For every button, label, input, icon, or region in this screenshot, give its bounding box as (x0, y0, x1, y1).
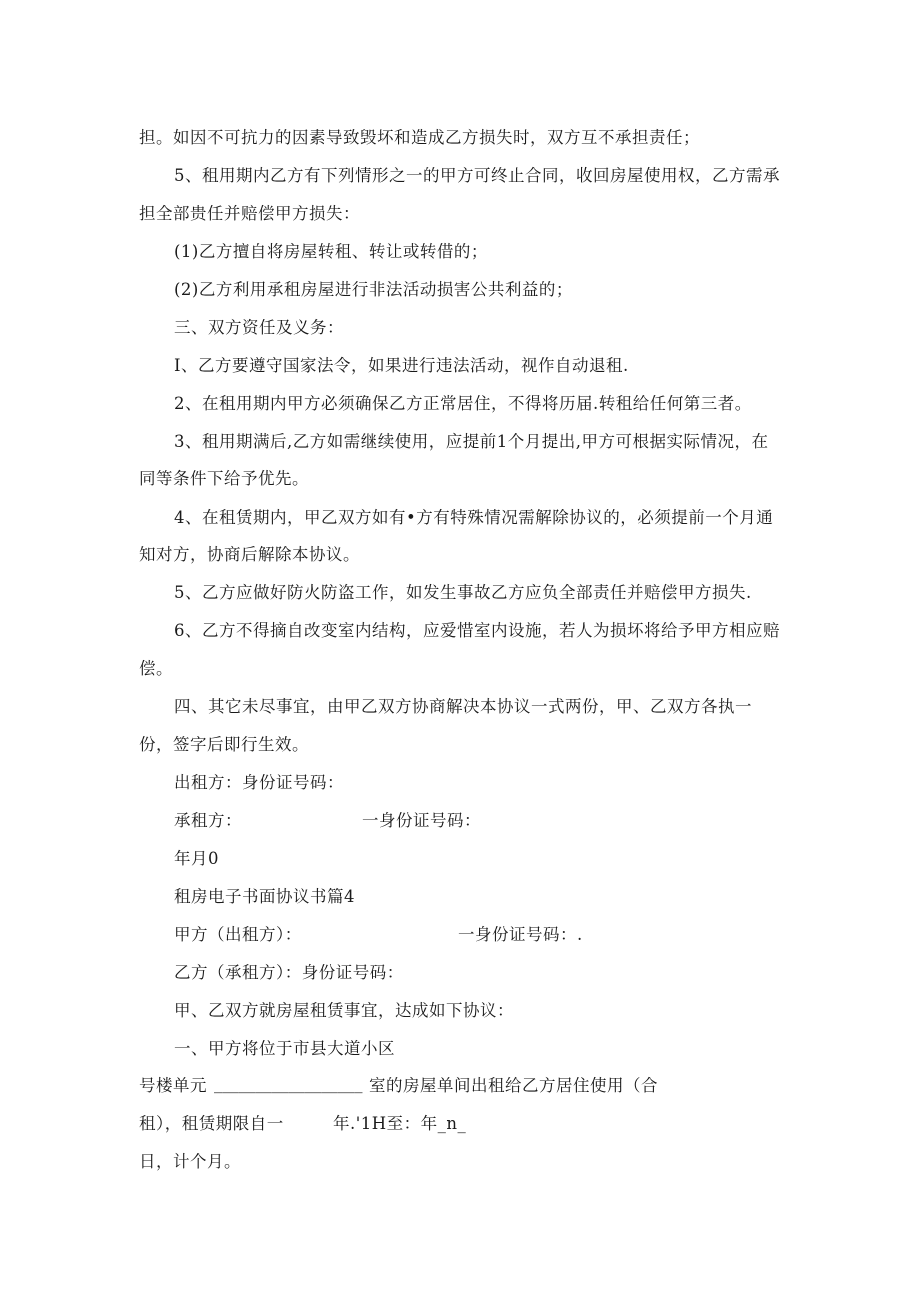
date-line: 年月0 (174, 849, 219, 868)
room-number-blank: __________________ (214, 1074, 363, 1093)
lease-term-line: 租），租赁期限自一 (139, 1114, 284, 1133)
section-heading: 三、双方资任及义务： (174, 318, 344, 337)
text-line: 偿。 (139, 659, 173, 678)
text-line: 5、乙方应做好防火防盗工作，如发生事故乙方应负全部责任并赔偿甲方损失. (174, 583, 752, 602)
party-a-id-label: 一身份证号码：. (458, 925, 583, 944)
text-line: 5、租用期内乙方有下列情形之一的甲方可终止合同，收回房屋使用权，乙方需承 (174, 166, 780, 185)
landlord-signature-line: 出租方：身份证号码： (174, 773, 344, 792)
tenant-id-label: 一身份证号码： (362, 811, 481, 830)
text-line: 2、在租用期内甲方必须确保乙方正常居住，不得将历届.转租给任何第三者。 (174, 394, 752, 413)
text-line: 4、在租赁期内，甲乙双方如有•方有特殊情况需解除协议的，必须提前一个月通 (174, 508, 774, 527)
party-a-label: 甲方（出租方）： (174, 925, 302, 944)
text-line: 室的房屋单间出租给乙方居住使用（合 (369, 1076, 658, 1095)
text-line: 甲、乙双方就房屋租赁事宜，达成如下协议： (174, 1001, 514, 1020)
text-line: I、乙方要遵守国家法令，如果进行违法活动，视作自动退租. (174, 356, 629, 375)
text-line: 日，计个月。 (139, 1152, 241, 1171)
text-line: 担全部贵任并赔偿甲方损失： (139, 204, 360, 223)
text-line: 同等条件下给予优先。 (139, 469, 309, 488)
party-b-line: 乙方（承租方）：身份证号码： (174, 963, 404, 982)
lease-term-dates: 年.'1H至：年_n_ (333, 1114, 467, 1133)
text-line: (2)乙方利用承租房屋进行非法活动损害公共利益的； (174, 280, 573, 299)
text-line: 一、甲方将位于市县大道小区 (174, 1039, 395, 1058)
text-line: (1)乙方擅自将房屋转租、转让或转借的； (174, 242, 488, 261)
text-line: 四、其它未尽事宜，由甲乙双方协商解决本协议一式两份，甲、乙双方各执一 (174, 697, 752, 716)
text-line: 担。如因不可抗力的因素导致毁坏和造成乙方损失时，双方互不承担责任； (139, 128, 700, 147)
text-line: 份，签字后即行生效。 (139, 735, 309, 754)
text-line: 3、租用期满后,乙方如需继续使用，应提前1个月提出,甲方可根据实际情况，在 (174, 432, 769, 451)
text-line: 知对方，协商后解除本协议。 (139, 545, 360, 564)
text-line: 号楼单元 (139, 1076, 207, 1095)
tenant-label: 承租方： (174, 811, 242, 830)
text-line: 6、乙方不得摘自改变室内结构，应爱惜室内设施，若人为损坏将给予甲方相应赔 (174, 621, 780, 640)
agreement-title: 租房电子书面协议书篇4 (174, 887, 355, 906)
